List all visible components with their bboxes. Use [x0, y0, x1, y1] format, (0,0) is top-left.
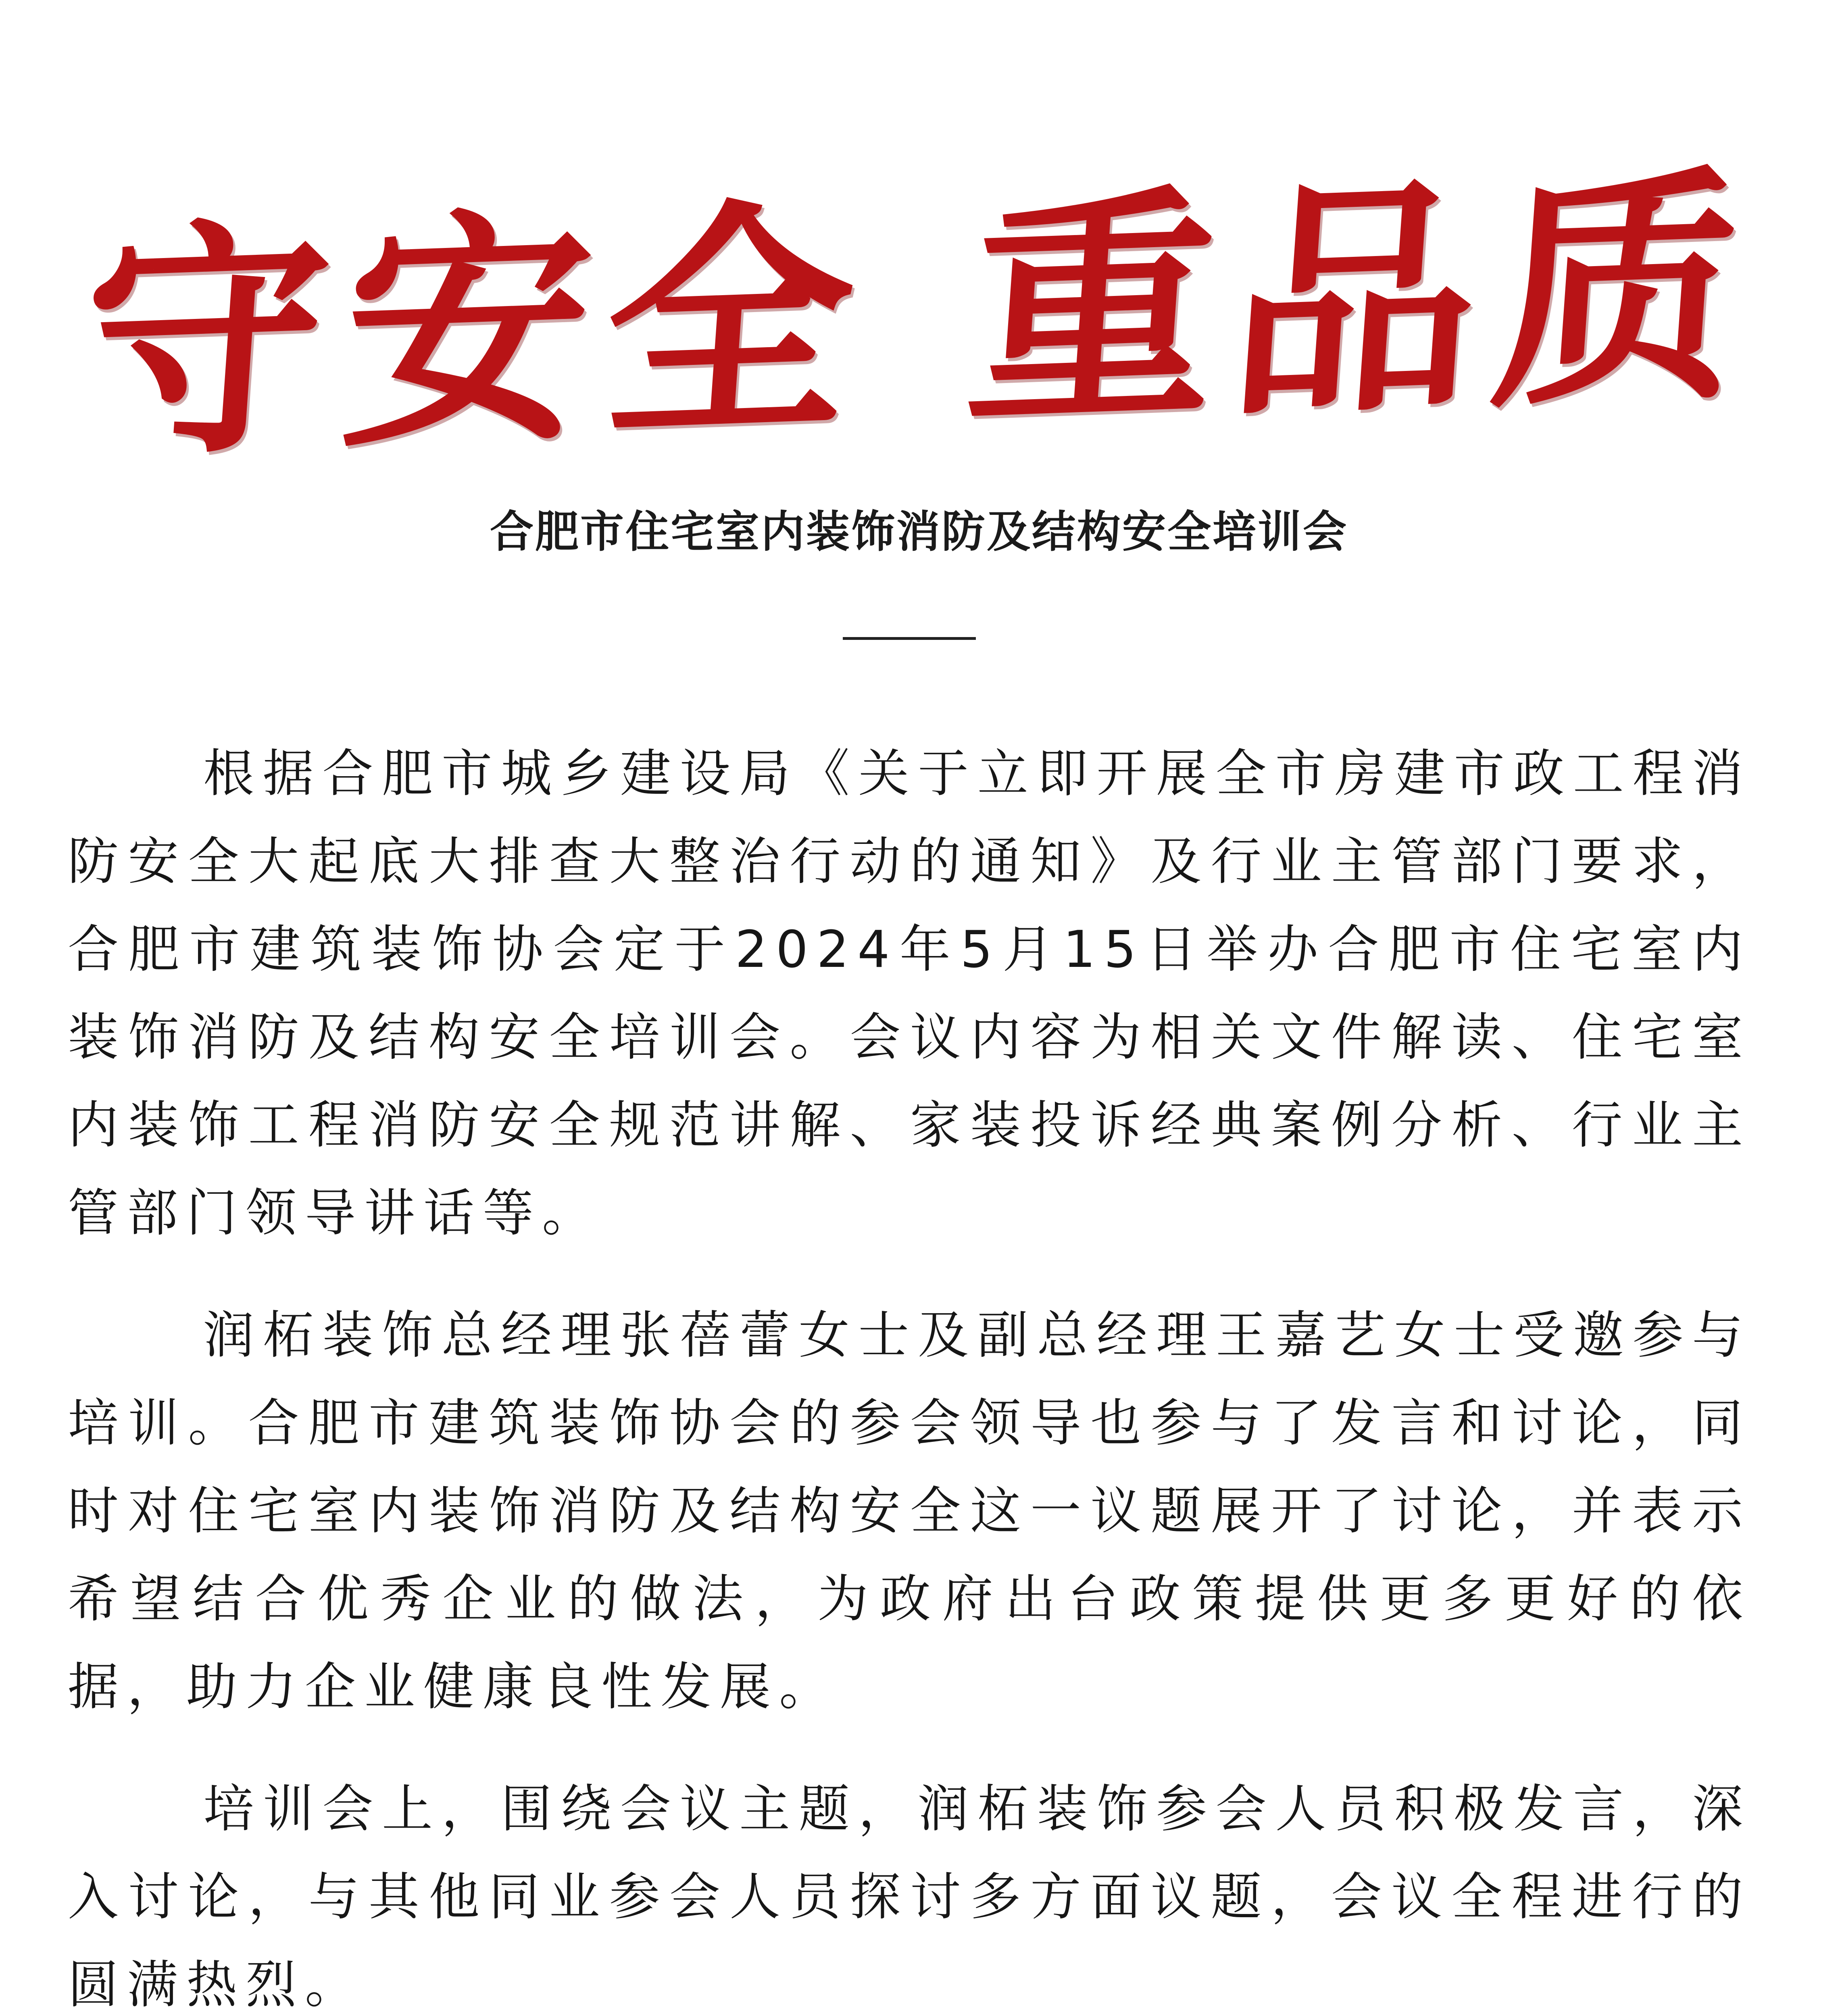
paragraph-background: 根据合肥市城乡建设局《关于立即开展全市房建市政工程消防安全大起底大排查大整治行动的通知》及行业主管部门要求，合肥市建筑装饰协会定于2024年5月15日举办合肥市住宅室内装饰消防及结构安全培训会。会议内容为相关文件解读、住宅室内装饰工程消防安全规范讲解、家装投诉经典案例分析、行业主管部门领导讲话等。 — [68, 744, 1751, 1243]
headline-banner — [0, 142, 1838, 491]
article-body — [68, 730, 1751, 2016]
event-subtitle: 合肥市住宅室内装饰消防及结构安全培训会 — [490, 507, 1348, 557]
title-divider — [843, 637, 976, 640]
headline-title: 守安全 重品质 — [72, 142, 1766, 491]
paragraph-discussion: 培训会上，围绕会议主题，润柘装饰参会人员积极发言，深入讨论，与其他同业参会人员探讨多方面议题，会议全程进行的圆满热烈。 — [68, 1779, 1751, 2014]
paragraph-attendees: 润柘装饰总经理张蓓蕾女士及副总经理王嘉艺女士受邀参与培训。合肥市建筑装饰协会的参会领导也参与了发言和讨论，同时对住宅室内装饰消防及结构安全这一议题展开了讨论，并表示希望结合优秀企业的做法，为政府出台政策提供更多更好的依据，助力企业健康良性发展。 — [68, 1306, 1751, 1716]
